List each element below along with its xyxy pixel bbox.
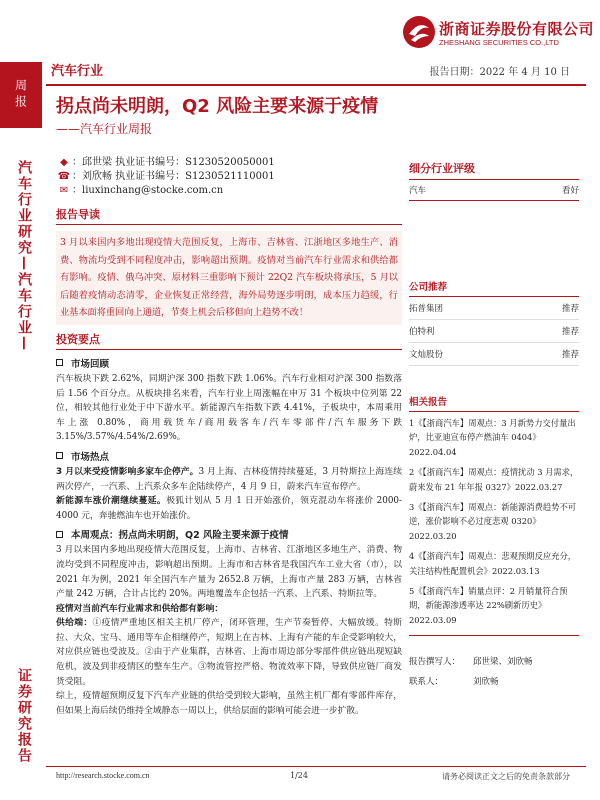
recommend-row: 拓普集团 推荐 <box>409 297 579 320</box>
industry-label: 汽车行业 <box>51 64 104 79</box>
guide-text: 3 月以来国内多地出现疫情大范围反复，上海市、吉林省、江浙地区多地生产、消费、物流均受到不同程度冲击，影响超出预期。疫情对当前汽车行业需求和供给都有影响。疫情、俄乌冲突、原材料三重影响下预计 22Q2 汽车板块将承压，5 月以后随着疫情动态清零，企业恢复正常经营，海外局势逐步明朗，成本压力趋缓，行业基本面将重回向上通道，节奏上机会后移但向上趋势不改！ <box>56 231 402 325</box>
email-icon: ✉ <box>59 185 69 196</box>
analyst-row <box>56 170 275 184</box>
related-report-link[interactable]: 1《【浙商汽车】周观点：3 月新势力交付量出炉，比亚迪宣布停产燃油车 0404》2022.04.04 <box>409 418 576 457</box>
analyst-text: ：邱世梁 执业证书编号：S1230520050001 <box>72 157 275 168</box>
points-heading: 投资要点 <box>56 331 402 350</box>
market-review-text: 汽车板块下跌 2.62%，同期沪深 300 指数下跌 1.06%。汽车行业相对沪深 300 指数落后 1.56 个百分点。从板块排名来看，汽车行业上周涨幅在申万 31 个板块中位列第 22 位，相较其他行业处于中下游水平。新能源汽车指数下跌 4.41%，子板块中，本周乘用车上涨 0.80%，商用载货车/商用载客车/汽车零部件/汽车服务下跌 3.15%/3.57%/4.54%/2.69%。 <box>56 373 402 443</box>
analyst-row <box>56 156 275 170</box>
page-number: 1/24 <box>290 771 308 780</box>
analyst-row <box>56 184 275 198</box>
analyst-text: ：刘欣畅 执业证书编号：S1230521110001 <box>72 171 275 182</box>
page-subtitle: ——汽车行业周报 <box>56 122 153 136</box>
brand-name-cn: 浙商证券股份有限公司 <box>439 20 595 38</box>
square-bullet-icon <box>56 359 63 366</box>
sidebar-column <box>409 160 579 692</box>
analyst-person-icon: ◆ <box>60 157 68 168</box>
square-bullet-icon <box>56 452 63 459</box>
recommend-row: 文灿股份 推荐 <box>409 343 579 366</box>
main-column <box>56 206 402 718</box>
footer-url[interactable]: http://research.stocke.com.cn <box>56 771 150 780</box>
market-hot-heading: 市场热点 <box>56 449 402 463</box>
supply-text: 供给端：①疫情严重地区相关主机厂停产，闭环管理，生产节奏暂停、大幅放缓。特斯拉、大众、宝马、通用等车企相继停产，短期上在吉林、上海有产能的车企受影响较大，对应供应链也受波及。②由于产业集群，吉林省、上海市周边部分零部件供应链出现短缺危机，波及到非疫情区的整车生产。③物流管控严格、物流效率下降，导致供应链厂商发货受阻。 <box>56 618 402 687</box>
analyst-block <box>56 156 275 198</box>
contact-block <box>409 652 579 692</box>
weekly-view-heading: 本周观点：拐点尚未明朗，Q2 风险主要来源于疫情 <box>56 527 402 541</box>
side-vertical-title: 汽车行业研究—汽车行业— <box>16 160 32 352</box>
header-divider <box>46 84 586 86</box>
weekly-view-text: 3 月以来国内多地出现疫情大范围反复，上海市、吉林省、江浙地区多地生产、消费、物流均受到不同程度冲击，影响超出预期。上海市和吉林省是我国汽车工业大省（市），以 2021 年为例，2021 年全国汽车产量为 2652.8 万辆，上海市产量 283 万辆，吉林省产量 242 万辆，合计占比约 20%。两地覆盖车企包括一汽系、上汽系、特斯拉等。 <box>56 545 402 600</box>
related-divider <box>409 635 579 636</box>
related-report-link[interactable]: 2《【浙商汽车】周观点：疫情扰动 3 月需求，蔚来发布 21 年年报 0327》2022.03.27 <box>409 467 579 492</box>
contact-row: 报告撰写人： 邱世梁、刘欣畅 <box>409 657 533 668</box>
contact-row: 联系人： 刘欣畅 <box>409 677 499 688</box>
impact-heading: 疫情对当前汽车行业需求和供给都有影响： <box>56 603 224 614</box>
recommend-row: 伯特利 推荐 <box>409 320 579 343</box>
summary-text: 综上，疫情超预期反复下汽车产业链的供给受到较大影响，虽然主机厂都有零部件库存，但如果上海后续仍维持全域静态一周以上，供给层面的影响可能会进一步扩散。 <box>56 691 402 716</box>
brand-name-en: ZHESHANG SECURITIES CO.,LTD <box>439 38 559 47</box>
side-vertical-footer: 证券研究报告 <box>16 668 32 764</box>
page-title: 拐点尚未明朗，Q2 风险主要来源于疫情 <box>56 96 379 117</box>
recommend-heading: 公司推荐 <box>409 279 579 297</box>
disclaimer-note: 请务必阅读正文之后的免责条款部分 <box>442 772 570 781</box>
market-hot-para-1: 3 月以来受疫情影响多家车企停产。3 月上海、吉林疫情持续蔓延，3 月特斯拉上海连续两次停产，一汽系、上汽系众多车企陆续停产，4 月 9 日，蔚来汽车宣布停产。 <box>56 466 402 492</box>
related-report-link[interactable]: 3《【浙商汽车】周观点：新能源消费趋势不可逆，涨价影响不必过度悲观 0320》2022.03.20 <box>409 502 577 541</box>
square-bullet-icon <box>56 531 63 538</box>
report-date: 报告日期：2022 年 4 月 10 日 <box>429 67 570 78</box>
footer-divider <box>46 766 586 767</box>
report-type-tab: 周报 <box>0 62 42 128</box>
market-hot-para-2: 新能源车涨价潮继续蔓延。极狐计划从 5 月 1 日开始涨价，领克混动车将涨价 2000-4000 元，奔驰燃油车也开始涨价。 <box>56 496 402 521</box>
analyst-email[interactable]: ：liuxinchang@stocke.com.cn <box>72 185 224 196</box>
related-reports-heading: 相关报告 <box>409 394 579 412</box>
related-report-link[interactable]: 4《【浙商汽车】周观点：悲观预期反应充分，关注结构性配置机会》2022.03.13 <box>409 551 577 576</box>
rating-row: 汽车 看好 <box>409 180 579 201</box>
brand-header <box>401 14 595 54</box>
market-review-heading: 市场回顾 <box>56 356 402 370</box>
phone-icon: ☎ <box>57 171 71 182</box>
rating-heading: 细分行业评级 <box>409 160 579 180</box>
guide-heading: 报告导读 <box>56 206 402 225</box>
zheshang-logo-icon <box>401 14 437 50</box>
related-report-link[interactable]: 5《【浙商汽车】销量点评：2 月销量符合预期，新能源渗透率达 22%刷新历史》2022.03.09 <box>409 586 568 625</box>
